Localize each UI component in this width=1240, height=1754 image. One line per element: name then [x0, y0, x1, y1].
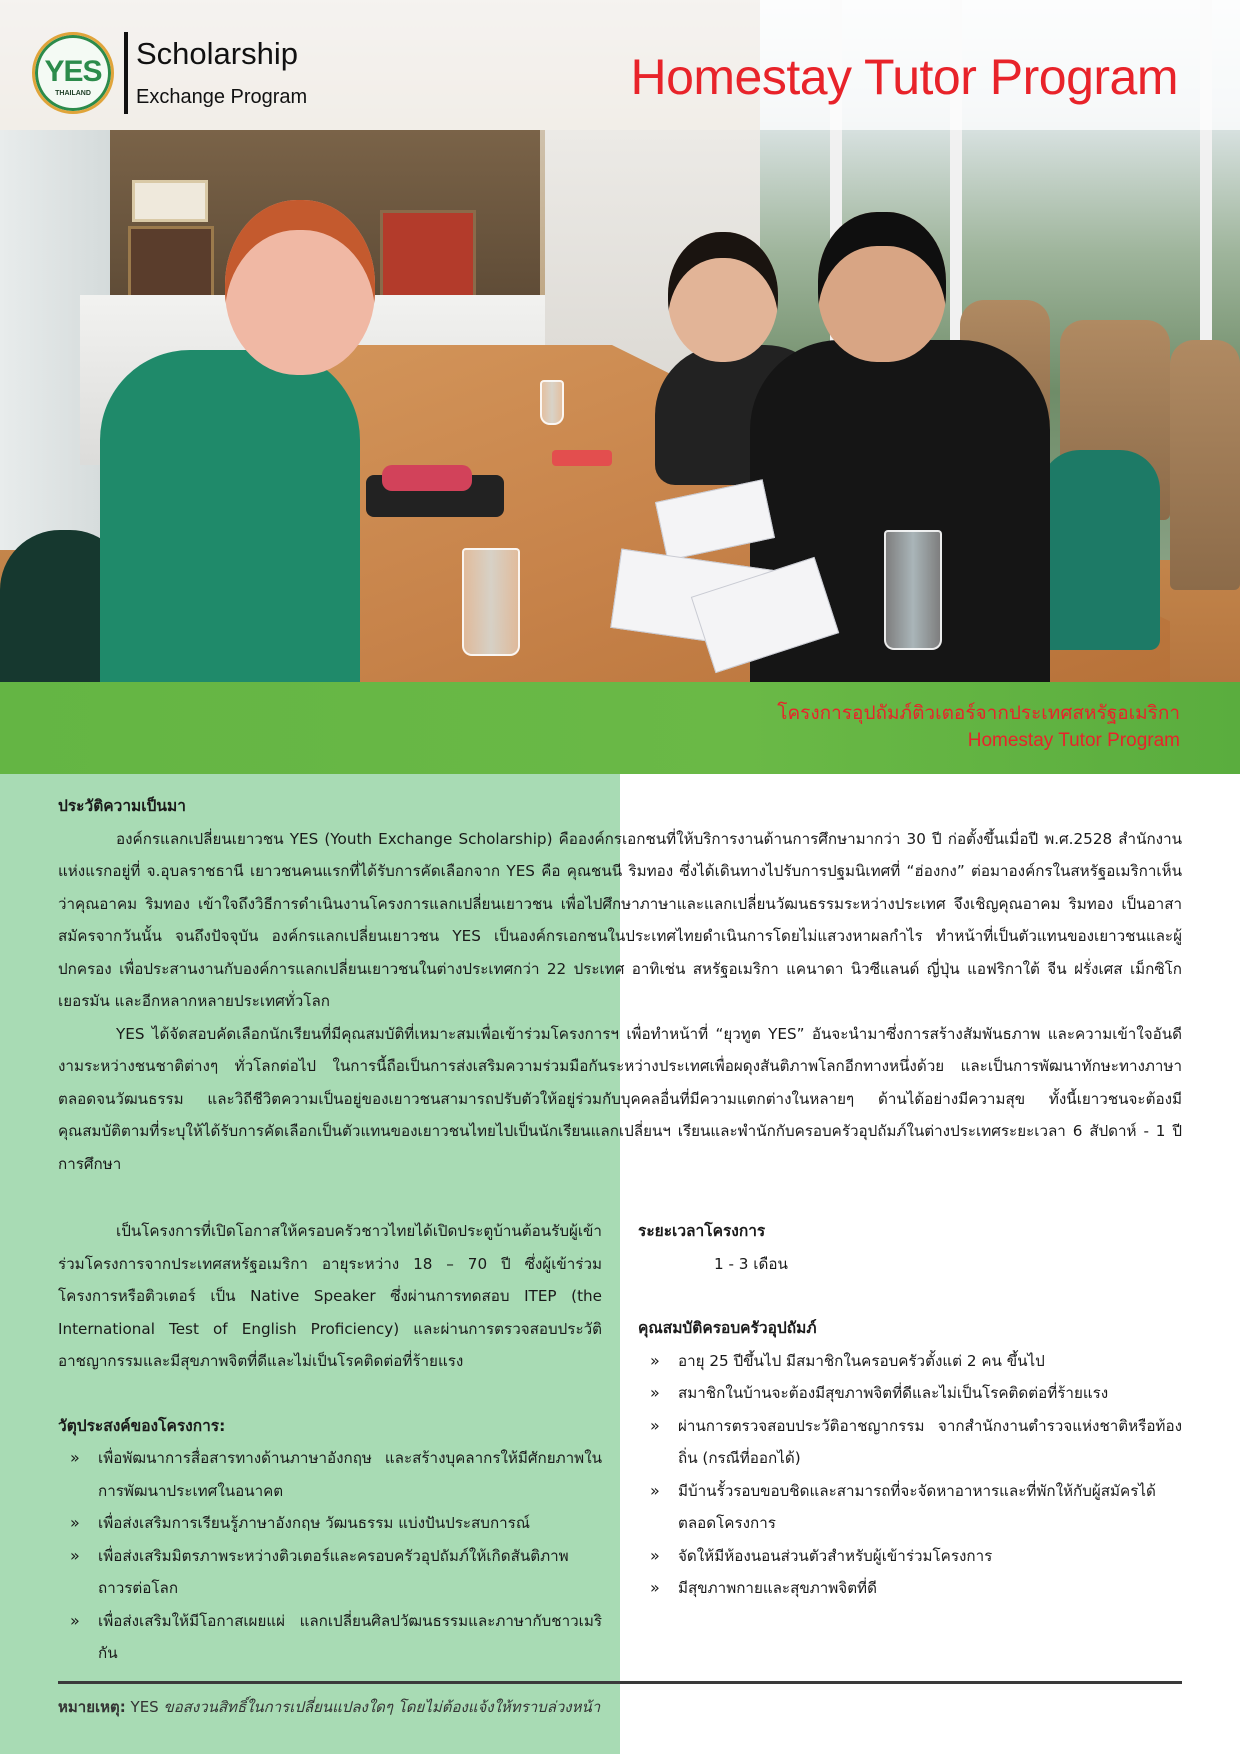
brand-title: Scholarship [136, 36, 298, 71]
chevron-double-right-icon: » [650, 1545, 660, 1565]
banner-title-english: Homestay Tutor Program [967, 730, 1180, 751]
paragraph: องค์กรแลกเปลี่ยนเยาวชน YES (Youth Exchange Scholarship) คือองค์กรเอกชนที่ให้บริการงานด้านการศึกษามากว่า 30 ปี ก่อตั้งขึ้นเมื่อปี พ.ศ.2528 สำนักงานแห่งแรกอยู่ที่ จ.อุบลราชธานี เยาวชนคนแรกที่ได้รับการคัดเลือกจาก YES คือ คุณชนนี ริมทอง ซึ่งได้เดินทางไปรับการปฐมนิเทศที่ “ฮ่องกง” ต่อมาองค์กรในสหรัฐอเมริกาเห็นว่าคุณอาคม ริมทอง เข้าใจถึงวิธีการดำเนินงานโครงการแลกเปลี่ยนเยาวชน เพื่อไปศึกษาภาษาและแลกเปลี่ยนวัฒนธรรมระหว่างประเทศ จึงเชิญคุณอาคม ริมทอง เป็นอาสาสมัครจากวันนั้น จนถึงปัจจุบัน องค์กรแลกเปลี่ยนเยาวชน YES เป็นองค์กรเอกชนในประเทศไทยดำเนินการโดยไม่แสวงหาผลกำไร ทำหน้าที่เป็นตัวแทนของเยาวชนและผู้ปกครอง เพื่อประสานงานกับองค์การแลกเปลี่ยนเยาวชนในต่างประเทศกว่า 22 ประเทศ อาทิเช่น สหรัฐอเมริกา แคนาดา นิวซีแลนด์ ญี่ปุ่น แอฟริกาใต้ จีน ฝรั่งเศส เม็กซิโก เยอรมัน และอีกหลากหลายประเทศทั่วโลก [58, 829, 1182, 1010]
chevron-double-right-icon: » [650, 1415, 660, 1435]
list-item: » มีสุขภาพกายและสุขภาพจิตที่ดี [638, 1572, 1182, 1605]
list-item: » ผ่านการตรวจสอบประวัติอาชญากรรม จากสำนักงานตำรวจแห่งชาติหรือท้องถิ่น (กรณีที่ออกได้) [638, 1410, 1182, 1475]
chevron-double-right-icon: » [70, 1545, 80, 1565]
display-case [380, 210, 476, 302]
chevron-double-right-icon: » [650, 1578, 660, 1597]
logo-subtext: THAILAND [55, 90, 91, 97]
note-label: หมายเหตุ: [58, 1698, 126, 1716]
yes-thailand-logo [32, 32, 114, 114]
list-item: » จัดให้มีห้องนอนส่วนตัวสำหรับผู้เข้าร่วมโครงการ [638, 1540, 1182, 1573]
chevron-double-right-icon: » [650, 1350, 660, 1370]
section-heading: ระยะเวลาโครงการ [638, 1222, 766, 1240]
person-head [225, 200, 375, 375]
banner-title-thai: โครงการอุปถัมภ์ติวเตอร์จากประเทศสหรัฐอเมริกา [777, 702, 1180, 724]
phone [552, 450, 612, 466]
section-heading: ประวัติความเป็นมา [58, 797, 186, 815]
green-banner [0, 682, 1240, 774]
chevron-double-right-icon: » [70, 1513, 80, 1532]
section-heading: คุณสมบัติครอบครัวอุปถัมภ์ [638, 1319, 817, 1337]
list-item: » เพื่อส่งเสริมการเรียนรู้ภาษาอังกฤษ วัฒนธรรม แบ่งปันประสบการณ์ [58, 1507, 602, 1540]
brand-subtitle: Exchange Program [136, 86, 308, 108]
list-item: » เพื่อส่งเสริมให้มีโอกาสเผยแผ่ แลกเปลี่ยนศิลปวัฒนธรรมและภาษากับชาวเมริกัน [58, 1605, 602, 1670]
picture-frame [132, 180, 208, 222]
chevron-double-right-icon: » [70, 1610, 80, 1630]
paragraph: YES ได้จัดสอบคัดเลือกนักเรียนที่มีคุณสมบัติที่เหมาะสมเพื่อเข้าร่วมโครงการฯ เพื่อทำหน้าที่ “ยุวทูต YES” อันจะนำมาซึ่งการสร้างสัมพันธภาพ และความเข้าใจอันดีงามระหว่างชนชาติต่างๆ ทั่วโลกต่อไป ในการนี้ถือเป็นการส่งเสริมความร่วมมือกันระหว่างประเทศเพื่อผดุงสันติภาพโลกอีกทางหนึ่งด้วย และเป็นการพัฒนาทักษะทางภาษา ตลอดจนวัฒนธรรม และวิถีชีวิตความเป็นอยู่ของเยาวชนสามารถปรับตัวให้อยู่ร่วมกับบุคคลอื่นที่มีความแตกต่างในหลายๆ ด้านได้อย่างมีความสุข ทั้งนี้เยาวชนจะต้องมีคุณสมบัติตามที่ระบุให้ได้รับการคัดเลือกเป็นตัวแทนของเยาวชนไทยไปเป็นนักเรียนแลกเปลี่ยนฯ เรียนและพำนักกับครอบครัวอุปถัมภ์ในต่างประเทศระยะเวลา 6 สัปดาห์ - 1 ปีการศึกษา [58, 1024, 1182, 1173]
person-head [668, 232, 778, 362]
right-column [638, 1215, 1182, 1605]
list-item: » สมาชิกในบ้านจะต้องมีสุขภาพจิตที่ดีและไม่เป็นโรคติดต่อที่ร้ายแรง [638, 1377, 1182, 1410]
person [100, 350, 360, 682]
page-title: Homestay Tutor Program [630, 49, 1178, 105]
list-item: » อายุ 25 ปีขึ้นไป มีสมาชิกในครอบครัวตั้งแต่ 2 คน ขึ้นไป [638, 1345, 1182, 1378]
intro-paragraph: เป็นโครงการที่เปิดโอกาสให้ครอบครัวชาวไทยได้เปิดประตูบ้านต้อนรับผู้เข้าร่วมโครงการจากประเทศสหรัฐอเมริกา อายุระหว่าง 18 – 70 ปี ซึ่งผู้เข้าร่วมโครงการหรือติวเตอร์ เป็น Native Speaker ซึ่งผ่านการทดสอบ ITEP (the International Test of English Proficiency) และผ่านการตรวจสอบประวัติอาชญากรรมและมีสุขภาพจิตที่ดีและไม่เป็นโรคติดต่อที่ร้ายแรง [58, 1222, 602, 1370]
objectives-list [58, 1442, 602, 1670]
water-glass [884, 530, 942, 650]
chevron-double-right-icon: » [70, 1448, 80, 1467]
background-section [58, 790, 1182, 1180]
chair [1170, 340, 1240, 590]
duration-value: 1 - 3 เดือน [714, 1254, 788, 1273]
display-case [128, 226, 214, 304]
water-glass [462, 548, 520, 656]
host-family-requirements-list [638, 1345, 1182, 1605]
chevron-double-right-icon: » [650, 1480, 660, 1500]
logo-text: YES [44, 55, 102, 88]
note-org: YES [130, 1698, 159, 1716]
water-glass [540, 380, 564, 425]
footer-note [58, 1695, 600, 1719]
chair [1040, 450, 1160, 650]
chevron-double-right-icon: » [650, 1383, 660, 1402]
pencil-case [382, 465, 472, 491]
footer-divider [58, 1681, 1182, 1684]
person-head [818, 212, 946, 362]
section-heading: วัตุประสงค์ของโครงการ: [58, 1416, 226, 1435]
divider [124, 32, 128, 114]
left-column [58, 1215, 602, 1670]
hero-photo [0, 0, 1240, 682]
list-item: » มีบ้านรั้วรอบขอบชิดและสามารถที่จะจัดหาอาหารและที่พักให้กับผู้สมัครได้ตลอดโครงการ [638, 1475, 1182, 1540]
list-item: » เพื่อส่งเสริมมิตรภาพระหว่างติวเตอร์และครอบครัวอุปถัมภ์ให้เกิดสันติภาพถาวรต่อโลก [58, 1540, 602, 1605]
list-item: » เพื่อพัฒนาการสื่อสารทางด้านภาษาอังกฤษ และสร้างบุคลากรให้มีศักยภาพในการพัฒนาประเทศในอนาคต [58, 1442, 602, 1507]
note-text: ขอสงวนสิทธิ์ในการเปลี่ยนแปลงใดๆ โดยไม่ต้องแจ้งให้ทราบล่วงหน้า [163, 1698, 601, 1716]
